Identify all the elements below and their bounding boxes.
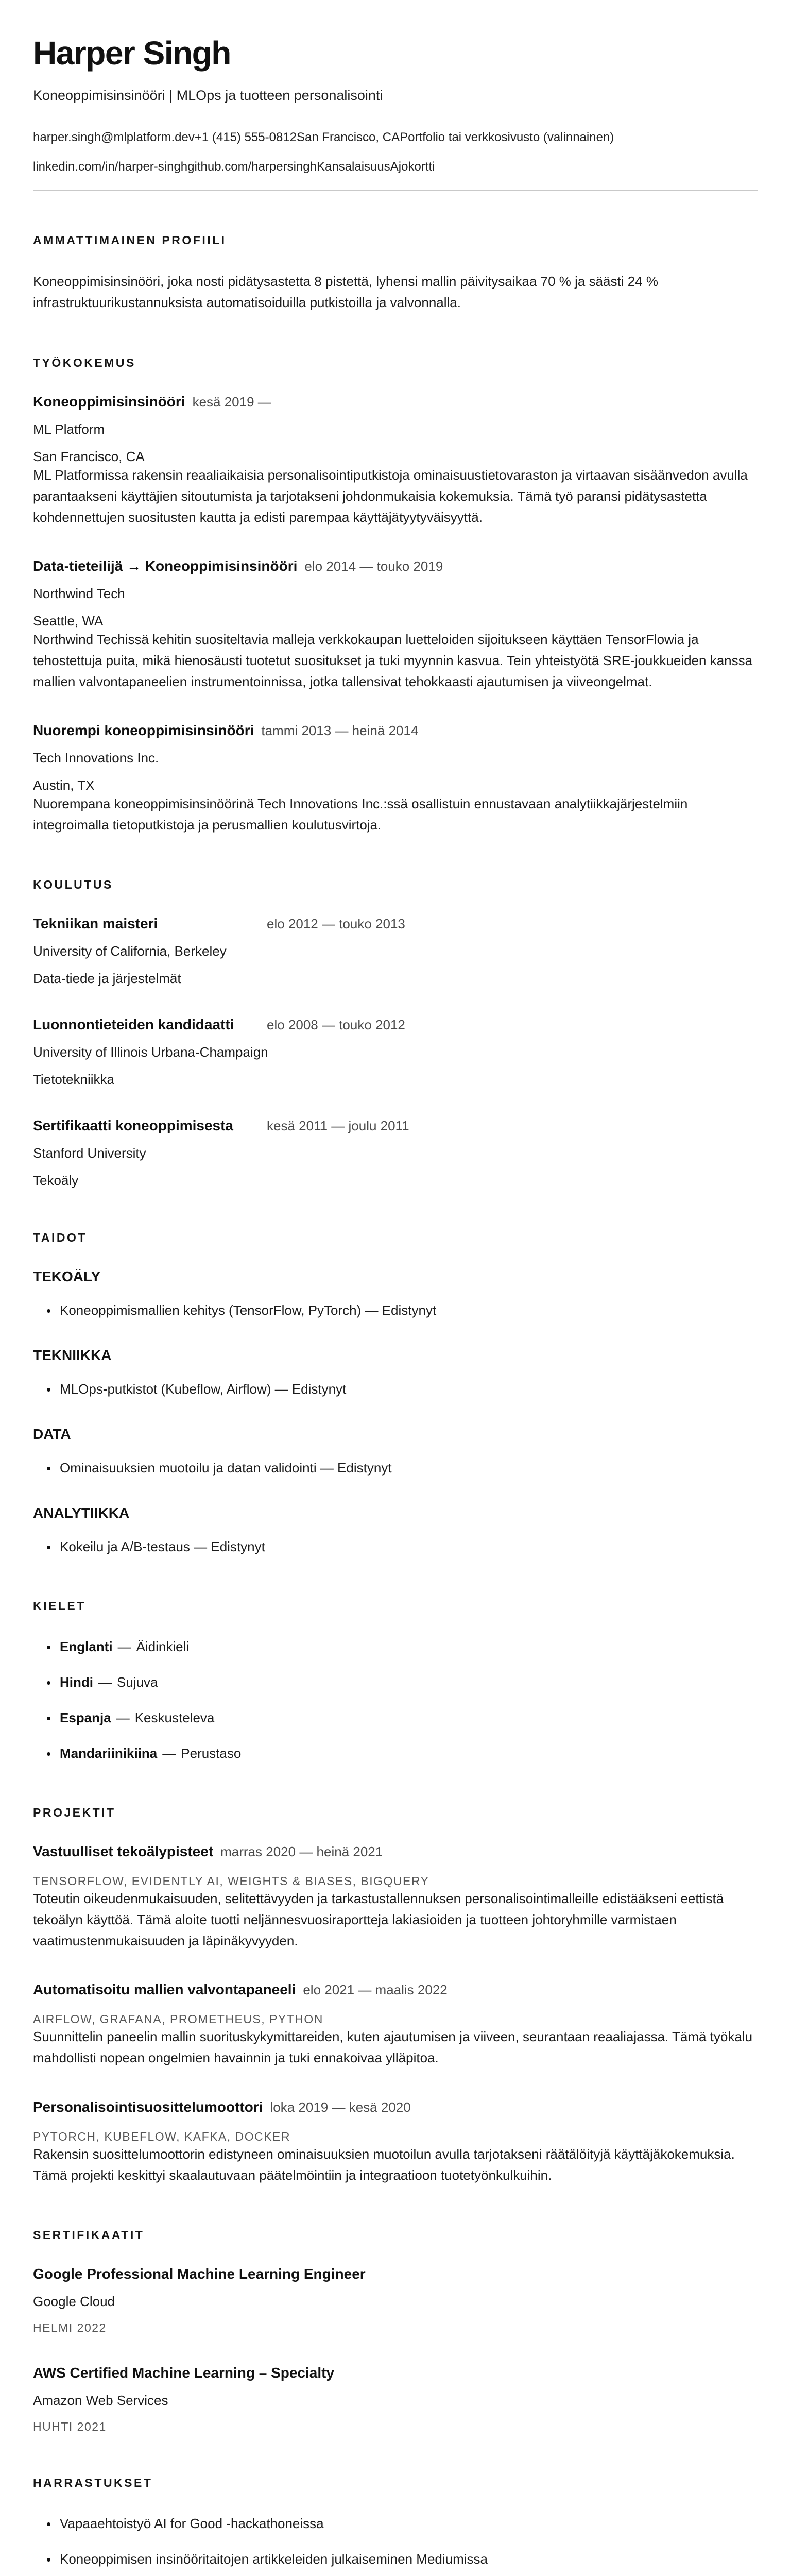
contact-github: github.com/harpersingh (187, 160, 317, 174)
hobby-list (33, 2514, 758, 2576)
education-entry-head (33, 1016, 758, 1033)
education-entry (33, 1117, 758, 1189)
project-tools: AIRFLOW, GRAFANA, PROMETHEUS, PYTHON (33, 2012, 323, 2026)
skill-category: DATA (33, 1426, 71, 1443)
contact-portfolio: Portfolio tai verkkosivusto (valinnainen) (400, 130, 614, 144)
skill-item: • MLOps-putkistot (Kubeflow, Airflow) — Edistynyt (58, 1379, 758, 1399)
job-title: Data-tieteilijä → Koneoppimisinsinööri (33, 557, 298, 574)
job-description: Nuorempana koneoppimisinsinöörinä Tech Innovations Inc.:ssä osallistuin ennustavaan analytiikkajärjestelmiin integroimalla tietoputkistoja ja perusmallien koulutusvirtoja. (33, 796, 688, 833)
person-name: Harper Singh (33, 35, 231, 72)
language-item (58, 1708, 758, 1728)
contact-email: harper.singh@mlplatform.dev (33, 130, 195, 144)
language-level: Äidinkieli (136, 1639, 190, 1655)
language-list (33, 1637, 758, 1764)
project-entry (33, 2099, 758, 2186)
skill-item: • Koneoppimismallien kehitys (TensorFlow, PyTorch) — Edistynyt (58, 1300, 758, 1320)
language-separator: — (116, 1710, 130, 1726)
language-level: Sujuva (117, 1674, 158, 1690)
language-separator: — (162, 1745, 176, 1761)
project-entry-head (33, 1843, 758, 1860)
section-label-education: KOULUTUS (33, 878, 113, 892)
job-location: Seattle, WA (33, 613, 104, 629)
certification-entry-head (33, 2266, 758, 2282)
skill-group (33, 1505, 758, 1557)
section-profile (33, 233, 758, 313)
contact-phone: +1 (415) 555-0812 (194, 130, 297, 144)
section-label-certifications: SERTIFIKAATIT (33, 2228, 145, 2242)
contact-row-1 (33, 129, 758, 145)
education-entry (33, 1016, 758, 1088)
language-item (58, 1672, 758, 1692)
section-certifications (33, 2228, 758, 2434)
language-name: Hindi (60, 1674, 93, 1690)
project-entry (33, 1981, 758, 2069)
school-name: University of Illinois Urbana-Champaign (33, 1044, 268, 1060)
hobby-item: • Koneoppimisen insinööritaitojen artikkeleiden julkaiseminen Mediumissa (58, 2549, 758, 2569)
certification-entry (33, 2365, 758, 2434)
skill-category: TEKNIIKKA (33, 1347, 112, 1364)
degree-title: Tekniikan maisteri (33, 916, 158, 932)
job-company: Tech Innovations Inc. (33, 750, 159, 766)
degree-title: Sertifikaatti koneoppimisesta (33, 1117, 234, 1134)
skill-category: ANALYTIIKKA (33, 1505, 130, 1521)
contact-driving-license: Ajokortti (390, 160, 435, 174)
section-label-profile: AMMATTIMAINEN PROFIILI (33, 233, 227, 247)
resume-header (33, 34, 758, 191)
skill-group (33, 1268, 758, 1320)
section-experience (33, 356, 758, 836)
job-title: Koneoppimisinsinööri (33, 393, 185, 410)
section-label-projects: PROJEKTIT (33, 1806, 116, 1820)
project-title: Personalisointisuosittelumoottori (33, 2098, 263, 2115)
headline: Koneoppimisinsinööri | MLOps ja tuotteen personalisointi (33, 88, 383, 103)
section-label-skills: TAIDOT (33, 1231, 87, 1245)
section-hobbies (33, 2476, 758, 2576)
contact-citizenship: Kansalaisuus (316, 160, 390, 174)
field-of-study: Data-tiede ja järjestelmät (33, 971, 181, 987)
language-item (58, 1637, 758, 1657)
skill-category: TEKOÄLY (33, 1268, 101, 1285)
skill-group (33, 1347, 758, 1399)
skill-item: • Ominaisuuksien muotoilu ja datan validointi — Edistynyt (58, 1458, 758, 1478)
skill-group (33, 1426, 758, 1478)
certification-name: Google Professional Machine Learning Engineer (33, 2265, 366, 2282)
education-date: elo 2008 — touko 2012 (267, 1017, 405, 1033)
project-description: Rakensin suosittelumoottorin edistyneen ominaisuuksien muotoilun avulla tarjotakseni räätälöityjä käyttäjäkokemuksia. Tämä projekti keskittyi skaalautuvaan päätelmöintiin ja integraatioon tuotetyönkulkuihin. (33, 2146, 735, 2183)
project-tools: PYTORCH, KUBEFLOW, KAFKA, DOCKER (33, 2129, 290, 2143)
experience-entry (33, 558, 758, 692)
project-description: Suunnittelin paneelin mallin suorituskykymittareiden, kuten ajautumisen ja viiveen, seurantaan reaaliajassa. Tämä työkalu mahdollisti nopean ongelmien havainnin ja tuki ennakoivaa ylläpitoa. (33, 2029, 753, 2066)
job-company: Northwind Tech (33, 585, 125, 601)
job-company: ML Platform (33, 421, 105, 437)
section-label-experience: TYÖKOKEMUS (33, 355, 136, 369)
education-date: elo 2012 — touko 2013 (267, 916, 405, 932)
job-description: ML Platformissa rakensin reaaliaikaisia personalisointiputkistoja ominaisuustietovaraston ja virtaavan sisäänvedon avulla parantaakseni käyttäjien sitoutumista ja tarjotakseni johdonmukaisia kokemuksia. Tämä työ paransi pidätysastetta kohdennettujen suositusten kautta ja edisti parempaa käyttäjätyytyväisyyttä. (33, 467, 748, 525)
job-date: kesä 2019 — (192, 394, 271, 410)
project-date: elo 2021 — maalis 2022 (303, 1982, 448, 1998)
language-item (58, 1743, 758, 1764)
experience-entry (33, 394, 758, 528)
job-location: Austin, TX (33, 777, 95, 793)
section-projects (33, 1806, 758, 2186)
contact-linkedin: linkedin.com/in/harper-singh (33, 160, 188, 174)
school-name: University of California, Berkeley (33, 943, 227, 959)
project-title: Automatisoitu mallien valvontapaneeli (33, 1981, 296, 1998)
project-title: Vastuulliset tekoälypisteet (33, 1843, 214, 1860)
education-entry-head (33, 916, 758, 932)
job-title: Nuorempi koneoppimisinsinööri (33, 722, 254, 738)
skill-item: • Kokeilu ja A/B-testaus — Edistynyt (58, 1537, 758, 1557)
language-level: Keskusteleva (134, 1710, 215, 1726)
profile-text: Koneoppimisinsinööri, joka nosti pidätysastetta 8 pistettä, lyhensi mallin päivitysaikaa 70 % ja säästi 24 % infrastruktuurikustannuksista automatisoiduilla putkistoilla ja valvonnalla. (33, 274, 658, 311)
project-description: Toteutin oikeudenmukaisuuden, selitettävyyden ja tarkastustallennuksen personalisointimalleille edistääkseni eettistä tekoälyn käyttöä. Tämä aloite tuotti neljännesvuosiraportteja lakiasioiden ja tuotteen johtoryhmille varmistaen vaatimustenmukaisuuden ja läpinäkyvyyden. (33, 1891, 724, 1949)
skill-list (33, 1379, 758, 1399)
experience-entry (33, 722, 758, 836)
education-date: kesä 2011 — joulu 2011 (267, 1118, 409, 1134)
field-of-study: Tekoäly (33, 1173, 79, 1189)
contact-location: San Francisco, CA (297, 130, 400, 144)
field-of-study: Tietotekniikka (33, 1072, 114, 1088)
job-description: Northwind Techissä kehitin suositeltavia malleja verkkokaupan luetteloiden sijoitukseen käyttäen TensorFlowia ja tehostettuja puita, mikä hienosäusti tuotetut suositukset ja tuki myynnin kasvua. Tein yhteistyötä SRE-joukkueiden kanssa mallien valvontapaneelien instrumentoinnissa, jotka tallensivat tehokkaasti ajautumisen ja viiveongelmat. (33, 631, 753, 689)
project-tools: TENSORFLOW, EVIDENTLY AI, WEIGHTS & BIASES, BIGQUERY (33, 1874, 429, 1888)
education-entry-head (33, 1117, 758, 1134)
language-separator: — (98, 1674, 112, 1690)
language-name: Mandariinikiina (60, 1745, 158, 1761)
section-label-languages: KIELET (33, 1599, 86, 1613)
project-entry (33, 1843, 758, 1952)
school-name: Stanford University (33, 1145, 146, 1161)
skill-list (33, 1537, 758, 1557)
language-level: Perustaso (181, 1745, 242, 1761)
certification-issuer: Google Cloud (33, 2293, 115, 2309)
skill-list (33, 1458, 758, 1478)
certification-entry (33, 2266, 758, 2335)
project-entry-head (33, 1981, 758, 1998)
job-date: elo 2014 — touko 2019 (304, 558, 443, 574)
project-entry-head (33, 2099, 758, 2115)
hobby-item: • Vapaaehtoistyö AI for Good -hackathoneissa (58, 2514, 758, 2534)
language-name: Englanti (60, 1639, 113, 1655)
contact-row-2 (33, 159, 758, 175)
section-skills (33, 1231, 758, 1557)
job-date: tammi 2013 — heinä 2014 (261, 723, 419, 738)
experience-entry-head (33, 722, 758, 739)
section-education (33, 878, 758, 1189)
project-date: loka 2019 — kesä 2020 (270, 2099, 411, 2115)
education-entry (33, 916, 758, 987)
certification-name: AWS Certified Machine Learning – Specialty (33, 2364, 335, 2381)
skill-list (33, 1300, 758, 1320)
language-separator: — (117, 1639, 131, 1655)
certification-date: HUHTI 2021 (33, 2419, 107, 2433)
certification-date: HELMI 2022 (33, 2320, 107, 2334)
experience-entry-head (33, 558, 758, 574)
job-location: San Francisco, CA (33, 448, 145, 464)
certification-issuer: Amazon Web Services (33, 2392, 168, 2408)
language-name: Espanja (60, 1710, 111, 1726)
project-date: marras 2020 — heinä 2021 (220, 1844, 383, 1860)
experience-entry-head (33, 394, 758, 410)
header-divider (33, 190, 758, 191)
degree-title: Luonnontieteiden kandidaatti (33, 1016, 234, 1033)
section-languages (33, 1599, 758, 1764)
section-label-hobbies: HARRASTUKSET (33, 2476, 153, 2489)
certification-entry-head (33, 2365, 758, 2381)
